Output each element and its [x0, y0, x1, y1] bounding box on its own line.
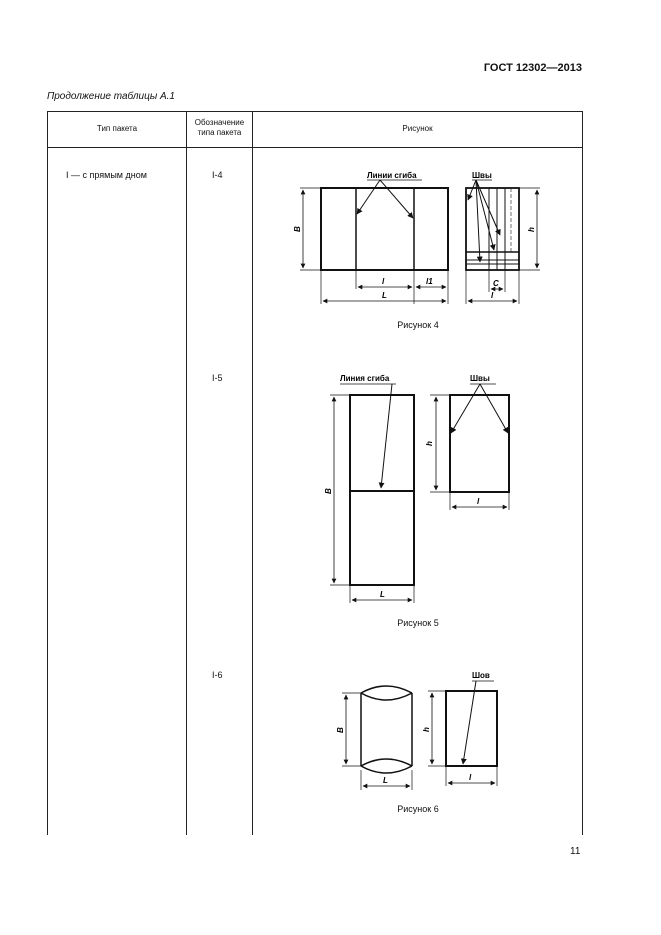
page-number: 11 [570, 846, 581, 857]
dim-B-4: B [293, 226, 302, 232]
figure-4 [300, 180, 540, 304]
type-code-i5: I-5 [212, 373, 223, 383]
dim-l-5: l [477, 497, 480, 506]
column-header-figure: Рисунок [402, 124, 433, 133]
label-fold-lines: Линии сгиба [367, 171, 417, 180]
dim-L-5: L [380, 590, 385, 599]
label-seam: Шов [472, 671, 490, 680]
dim-l-6: l [469, 773, 472, 782]
label-seams-5: Швы [470, 374, 490, 383]
table-continuation-caption: Продолжение таблицы А.1 [47, 91, 175, 102]
figure-6 [342, 681, 497, 790]
dim-L-6: L [383, 776, 388, 785]
standard-number: ГОСТ 12302—2013 [483, 62, 582, 74]
dim-L-4: L [382, 291, 387, 300]
label-fold-line: Линия сгиба [340, 374, 390, 383]
column-header-type: Тип пакета [96, 124, 138, 133]
dim-B-5: B [324, 488, 333, 494]
package-group-label: I — с прямым дном [66, 170, 147, 180]
dim-l-4: l [382, 277, 385, 286]
dim-l-side-4: l [491, 291, 494, 300]
dim-l1-4: l1 [426, 277, 433, 286]
figure-caption-4: Рисунок 4 [397, 320, 439, 330]
dim-B-6: B [336, 727, 345, 733]
dim-h-4: h [527, 227, 536, 232]
type-code-i6: I-6 [212, 670, 223, 680]
column-header-designation: Обозначение типа пакета [194, 118, 245, 137]
label-seams-4: Швы [472, 171, 492, 180]
figure-caption-6: Рисунок 6 [397, 804, 439, 814]
dim-C-4: C [493, 279, 499, 288]
figure-5 [330, 384, 509, 603]
dim-h-5: h [425, 441, 434, 446]
figure-caption-5: Рисунок 5 [397, 618, 439, 628]
type-code-i4: I-4 [212, 170, 223, 180]
dim-h-6: h [422, 727, 431, 732]
